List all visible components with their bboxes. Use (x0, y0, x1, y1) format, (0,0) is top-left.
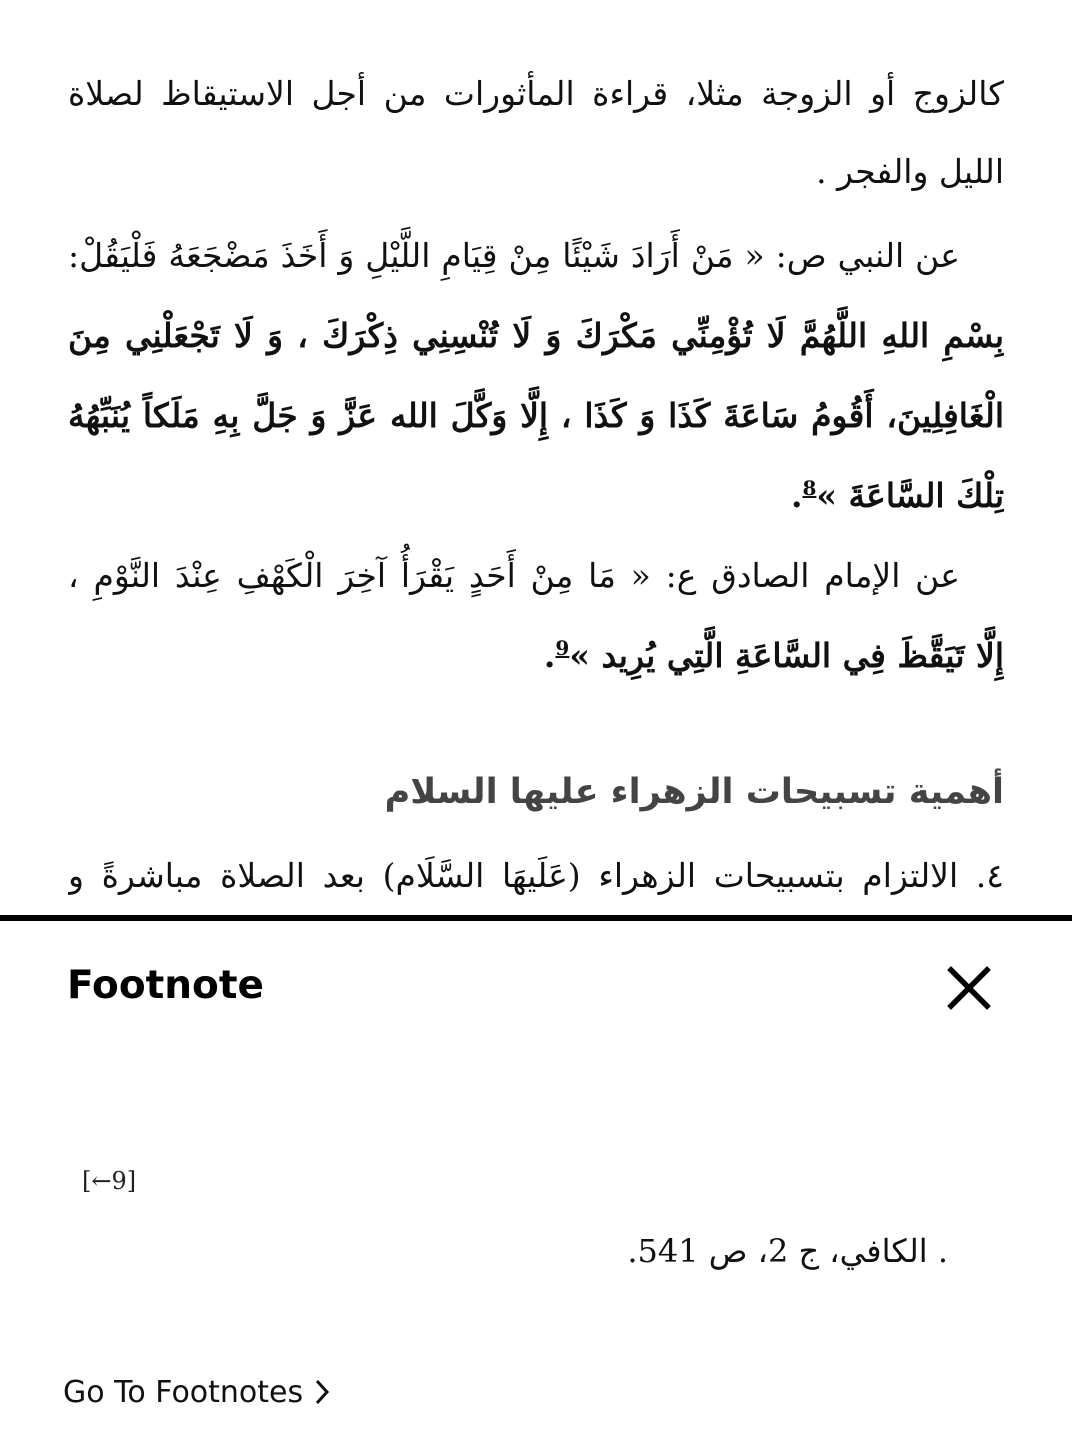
section-heading: أهمية تسبيحات الزهراء عليها السلام (384, 772, 1004, 812)
text-line: بِسْمِ اللهِ اللَّهُمَّ لَا تُؤْمِنِّي مَكْرَكَ وَ لَا تُنْسِنِي ذِكْرَكَ ، وَ لَا تَجْعَلْنِي مِنَ (68, 316, 1004, 355)
hadith-line: عن النبي ص: « مَنْ أَرَادَ شَيْئًا مِنْ قِيَامِ اللَّيْلِ وَ أَخَذَ مَضْجَعَهُ فَلْيَقُلْ: (68, 236, 960, 275)
footnote-ref-8[interactable]: 8 (802, 476, 817, 500)
text-line-partial: ٤. الالتزام بتسبيحات الزهراء (عَلَيهَا السَّلَام) بعد الصلاة مباشرةً و (68, 856, 1004, 895)
go-to-footnotes-link[interactable] (63, 1370, 331, 1414)
chevron-right-icon (313, 1378, 331, 1406)
text-line: كالزوج أو الزوجة مثلا، قراءة المأثورات من أجل الاستيقاظ لصلاة (68, 74, 1004, 113)
close-icon (942, 961, 996, 1015)
hadith-line: عن الإمام الصادق ع: « مَا مِنْ أَحَدٍ يَقْرَأُ آخِرَ الْكَهْفِ عِنْدَ النَّوْمِ ، (68, 556, 960, 595)
text-line: الْغَافِلِينَ، أَقُومُ سَاعَةَ كَذَا وَ كَذَا ، إِلَّا وَكَّلَ الله عَزَّ وَ جَلَّ بِهِ مَلَكاً يُنَبِّهُهُ (68, 396, 1004, 435)
footnote-text: . الكافي، ج 2، ص 541. (627, 1232, 948, 1270)
text-line: الليل والفجر . (816, 152, 1004, 191)
text-line (68, 536, 1004, 616)
panel-title: Footnote (67, 963, 264, 1008)
hadith-line-end: تِلْكَ السَّاعَةَ » (816, 476, 1004, 515)
text-line (68, 616, 1004, 696)
footnote-panel (0, 921, 1072, 1448)
hadith-sadiq (68, 536, 1004, 696)
text-line (68, 216, 1004, 296)
paragraph-intro (68, 54, 1004, 212)
footnote-ref-9[interactable]: 9 (555, 636, 570, 660)
period: . (790, 476, 803, 515)
close-button[interactable] (942, 961, 996, 1015)
hadith-line-end: إِلَّا تَيَقَّظَ فِي السَّاعَةِ الَّتِي يُرِيد » (569, 636, 1004, 675)
period: . (543, 636, 556, 675)
hadith-prophet (68, 216, 1004, 536)
footnote-backlink[interactable]: [←9] (82, 1167, 137, 1195)
text-line (68, 456, 1004, 536)
go-to-footnotes-label: Go To Footnotes (63, 1374, 304, 1410)
